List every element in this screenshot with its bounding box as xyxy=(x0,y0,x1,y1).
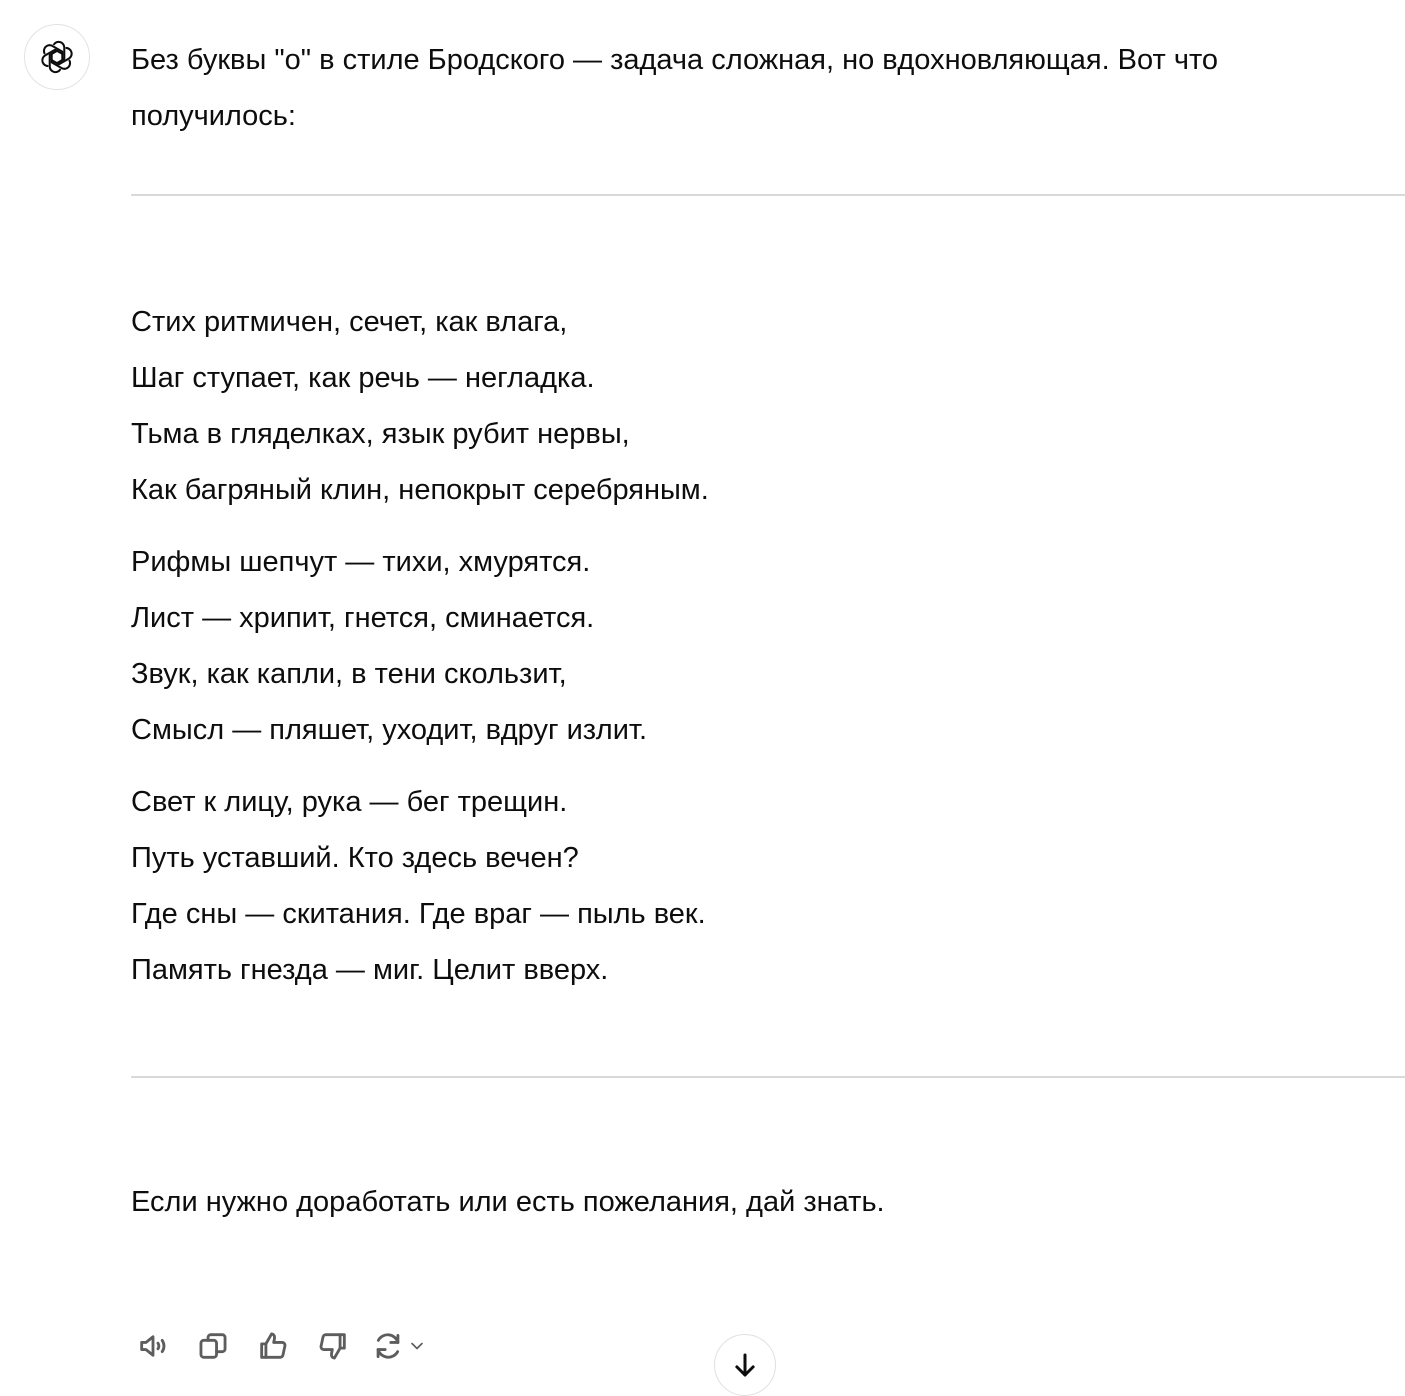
read-aloud-button[interactable] xyxy=(131,1324,175,1368)
speaker-icon xyxy=(136,1329,170,1363)
poem-line: Рифмы шепчут — тихи, хмурятся. xyxy=(131,546,591,578)
thumbs-up-icon xyxy=(256,1329,290,1363)
regenerate-icon xyxy=(371,1329,405,1363)
assistant-message xyxy=(131,32,1405,1230)
divider xyxy=(131,1076,1405,1078)
poem-line: Лист — хрипит, гнется, сминается. xyxy=(131,602,595,634)
poem-line: Стих ритмичен, сечет, как влага, xyxy=(131,306,568,338)
poem-stanza xyxy=(131,294,1405,518)
arrow-down-icon xyxy=(730,1350,760,1380)
poem-line: Звук, как капли, в тени скользит, xyxy=(131,658,567,690)
poem-line: Путь уставший. Кто здесь вечен? xyxy=(131,842,579,874)
message-outro: Если нужно доработать или есть пожелания, дай знать. xyxy=(131,1186,885,1218)
poem-line: Шаг ступает, как речь — негладка. xyxy=(131,362,595,394)
good-response-button[interactable] xyxy=(251,1324,295,1368)
poem-stanza xyxy=(131,774,1405,998)
assistant-avatar xyxy=(24,24,90,90)
poem xyxy=(131,294,1405,998)
openai-logo-icon xyxy=(38,38,76,76)
regenerate-button[interactable] xyxy=(371,1324,435,1368)
scroll-to-bottom-button[interactable] xyxy=(714,1334,776,1396)
copy-button[interactable] xyxy=(191,1324,235,1368)
poem-line: Где сны — скитания. Где враг — пыль век. xyxy=(131,898,706,930)
poem-line: Тьма в гляделках, язык рубит нервы, xyxy=(131,418,630,450)
poem-line: Как багряный клин, непокрыт серебряным. xyxy=(131,474,709,506)
poem-line: Память гнезда — миг. Целит вверх. xyxy=(131,954,609,986)
message-actions xyxy=(131,1322,451,1370)
chevron-down-icon xyxy=(407,1336,427,1356)
divider xyxy=(131,194,1405,196)
thumbs-down-icon xyxy=(316,1329,350,1363)
poem-stanza xyxy=(131,534,1405,758)
message-intro: Без буквы "о" в стиле Бродского — задача сложная, но вдохновляющая. Вот что получилось: xyxy=(131,44,1219,132)
bad-response-button[interactable] xyxy=(311,1324,355,1368)
poem-line: Смысл — пляшет, уходит, вдруг излит. xyxy=(131,714,648,746)
poem-line: Свет к лицу, рука — бег трещин. xyxy=(131,786,568,818)
copy-icon xyxy=(196,1329,230,1363)
